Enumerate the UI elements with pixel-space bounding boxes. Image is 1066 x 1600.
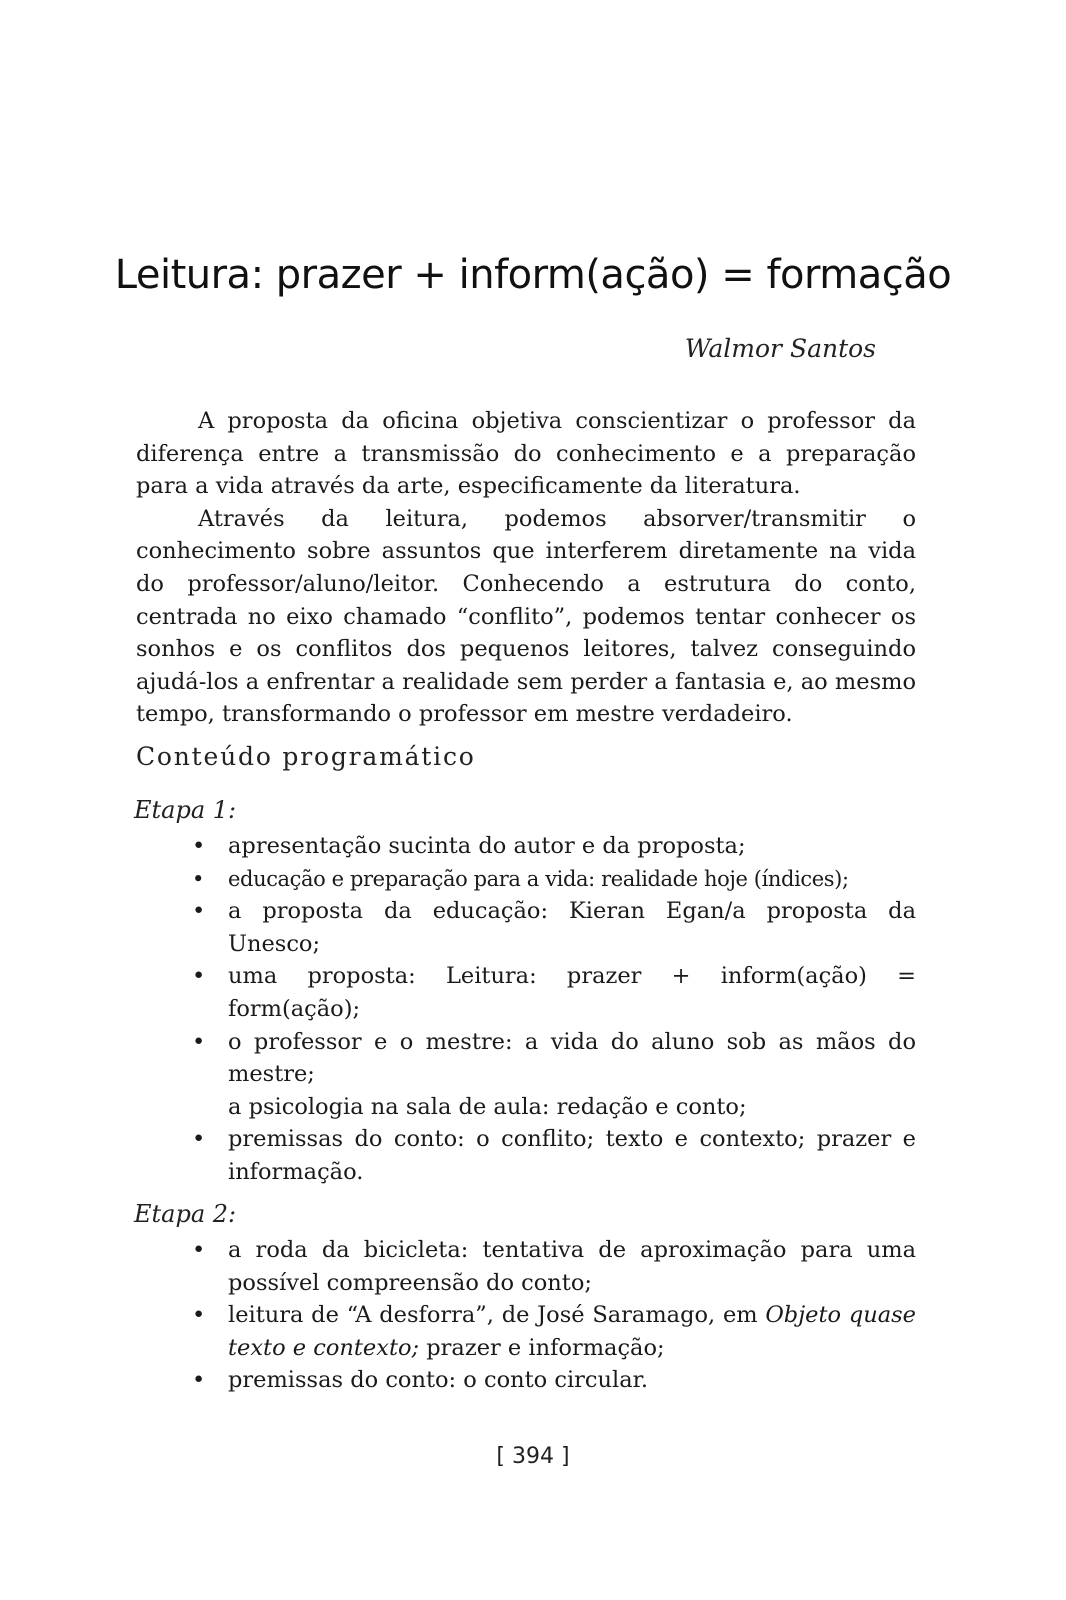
author-name: Walmor Santos	[684, 334, 876, 363]
list-item: • o professor e o mestre: a vida do aluno sob as mãos do mestre;	[186, 1026, 916, 1091]
list-item-text: prazer e informação;	[419, 1334, 665, 1361]
list-item: • apresentação sucinta do autor e da proposta;	[186, 830, 916, 863]
stage-2-label: Etapa 2:	[134, 1200, 237, 1228]
stage-1-label: Etapa 1:	[134, 796, 237, 824]
list-item: • premissas do conto: o conto circular.	[186, 1364, 916, 1397]
paragraph-2: Através da leitura, podemos absorver/transmitir o conhecimento sobre assuntos que interferem diretamente na vida do professor/aluno/leitor. Conhecendo a estrutura do conto, centrada no eixo chamado “conflito”, podemos tentar conhecer os sonhos e os conflitos dos pequenos leitores, talvez conseguindo ajudá-los a enfrentar a realidade sem perder a fantasia e, ao mesmo tempo, transformando o professor em mestre verdadeiro.	[136, 505, 916, 728]
page-number: [ 394 ]	[496, 1444, 570, 1469]
list-item	[186, 1299, 916, 1364]
stage-2-list	[186, 1234, 916, 1397]
page-title: Leitura: prazer + inform(ação) = formação	[114, 252, 952, 298]
list-item: • a roda da bicicleta: tentativa de aproximação para uma possível compreensão do conto;	[186, 1234, 916, 1299]
list-item: • uma proposta: Leitura: prazer + inform(ação) = form(ação);	[186, 960, 916, 1025]
paragraph-1: A proposta da oficina objetiva conscientizar o professor da diferença entre a transmissão do conhecimento e a preparação para a vida através da arte, especificamente da literatura.	[136, 408, 916, 500]
list-item: • a proposta da educação: Kieran Egan/a proposta da Unesco;	[186, 895, 916, 960]
list-item: a psicologia na sala de aula: redação e conto;	[228, 1093, 747, 1120]
list-item: • premissas do conto: o conflito; texto e contexto; prazer e informação.	[186, 1123, 916, 1188]
book-title: Objeto quase texto e contexto;	[228, 1302, 916, 1361]
body-text	[136, 405, 916, 731]
stage-1-list	[186, 830, 916, 1189]
list-item: • educação e preparação para a vida: realidade hoje (índices);	[186, 863, 916, 896]
section-heading: Conteúdo programático	[136, 742, 476, 771]
list-item-text: leitura de “A desforra”, de José Saramago, em	[228, 1302, 766, 1329]
